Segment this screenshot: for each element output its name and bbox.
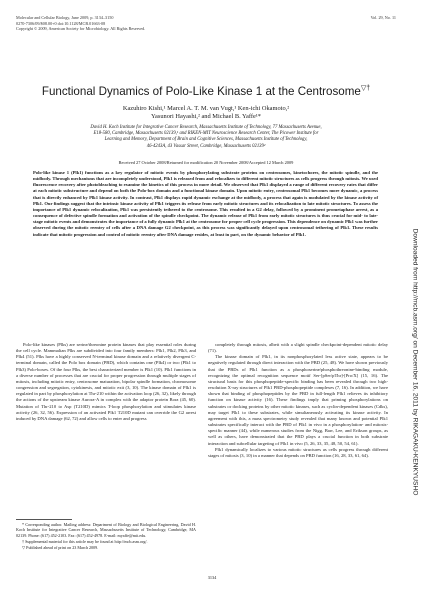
body-paragraph: completely through mitosis, albeit with a slight spindle checkpoint-dependent mitotic delay (71). (208, 342, 388, 354)
article-title-text: Functional Dynamics of Polo-Like Kinase 1 at the Centrosome (41, 85, 361, 98)
title-footnote-marks: ▽† (360, 85, 371, 93)
author-line: Yasunori Hayashi,² and Michael B. Yaffe¹* (151, 113, 261, 120)
body-column-right (208, 342, 388, 459)
affiliation-line: 46-4243A, 43 Vassar Street, Cambridge, Massachusetts 02139² (146, 143, 266, 149)
body-paragraph: The kinase domain of Plk1, in its nonphosphorylated less active state, appears to be negatively regulated through direct interaction with the PBD (25, 48). We have shown previously that the PBDs of Plk1 function as a phosphoserine/phosphothreonine-binding module, recognizing the optimal recognition sequence motif Ser-[pSer/pThr]-[Pro/X] (15, 16). The structural basis for this phosphopeptide-specific binding has been revealed through two high-resolution X-ray structures of Plk1 PBD-phosphopeptide complexes (7, 16). In addition, we have shown that binding of phosphopeptides by the PBD in full-length Plk1 relieves its inhibitory function on kinase activity (16). These findings imply that priming phosphorylations on substrates or docking proteins by other mitotic kinases, such as cyclin-dependent kinases (Cdks), may target Plk1 to these substrates, while simultaneously activating its kinase activity. In agreement with this, a mass spectrometry study revealed that many known and potential Plk1 substrates specifically interact with the PBD of Plk1 in vivo in a phosphorylation- and mitosis-specific manner (44), while numerous studies from the Nigg, Barr, Lee, and Erikson groups, as well as others, have demonstrated that the PBD plays a crucial function in both substrate interaction and subcellular targeting of Plk1 in vivo (5, 26, 33, 35, 48, 50, 54, 61). (208, 354, 388, 446)
body-paragraph: Polo-like kinases (Plks) are serine/threonine protein kinases that play essential roles during the cell cycle. Mammalian Plks are subdivided into four family members: Plk1, Plk2, Plk3, and Plk4 (51). Plks have a highly conserved N-terminal kinase domain and a relatively divergent C-terminal domain, called the Polo box domain (PBD), which contains one (Plk4) or two (Plk1 to Plk3) Polo-boxes. Of the four Plks, the best characterized member is Plk1 (10). Plk1 functions in a diverse number of processes that are crucial for proper progression through multiple stages of mitosis, including mitotic entry, centrosome maturation, bipolar spindle formation, chromosome congression and segregation, cytokinesis, and mitotic exit (3, 10). The kinase domain of Plk1 is regulated in part by phosphorylation at Thr-210 within the activation loop (26, 32), likely through the actions of the upstream kinase Aurora-A in complex with the adaptor protein Bora (45, 60). Mutation of Thr-210 to Asp (T210D) mimics T-loop phosphorylation and stimulates kinase activity (26, 32, 56). Expression of an activated Plk1 T210D mutant can override the G2 arrest induced by DNA damage (62, 72) and allow cells to enter and progress (16, 342, 196, 421)
author-list (20, 105, 392, 121)
footnote-divider (16, 519, 72, 520)
footnotes (16, 522, 196, 551)
affiliations (36, 125, 376, 150)
affiliation-line: E18-580, Cambridge, Massachusetts 02139,¹ and RIKEN-MIT Neuroscience Research Center, The Picower Institute for (93, 131, 319, 137)
footnote-supplemental: † Supplemental material for this article may be found at http://mcb.asm.org/. (22, 538, 148, 544)
abstract-text: Polo-like kinase 1 (Plk1) functions as a key regulator of mitotic events by phosphorylating substrate proteins on centrosomes, kinetochores, the mitotic spindle, and the midbody. Through mechanisms that are incompletely understood, Plk1 is released from and relocalizes to different mitotic structures as cells progress through mitosis. We used fluorescence recovery after photobleaching to examine the kinetics of this process in more detail. We observed that Plk1 displayed a range of different recovery rates that differ at each mitotic substructure and depend on both the Polo-box domain and a functional kinase domain. Upon mitotic entry, centrosomal Plk1 becomes more dynamic, a process that is directly enhanced by Plk1 kinase activity. In contrast, Plk1 displays rapid dynamic exchange at the midbody, a process that again is modulated by the kinase activity of Plk1. Our findings suggest that the intrinsic kinase activity of Plk1 triggers its release from early mitotic structures and its relocalization to late mitotic structures. To assess the importance of Plk1 dynamic relocalization, Plk1 was persistently tethered to the centrosome. This resulted in a G2 delay, followed by a prominent prometaphase arrest, as a consequence of defective spindle formation and activation of the spindle checkpoint. The dynamic release of Plk1 from early mitotic structures is thus crucial for mid- to late-stage mitotic events and demonstrates the importance of a fully dynamic Plk1 at the centrosome for proper cell cycle progression. This dependence on dynamic Plk1 was further observed during the mitotic reentry of cells after a DNA damage G2 checkpoint, as this process was significantly delayed upon centrosomal tethering of Plk1. These results indicate that mitotic progression and control of mitotic reentry after DNA damage resides, at least in part, on the dynamic behavior of Plk1. (33, 170, 378, 237)
download-watermark (410, 212, 420, 512)
article-title (20, 85, 392, 99)
abstract (33, 170, 378, 238)
journal-citation-line: Molecular and Cellular Biology, June 2009, p. 3134–3150 (16, 15, 114, 20)
affiliation-line: Learning and Memory, Department of Brain and Cognitive Sciences, Massachusetts Institute of Technology, (104, 137, 308, 143)
footnote-corresponding-author: * Corresponding author. Mailing address: Department of Biology and Biological Engineering, David H. Koch Institute for Integrative Cancer Research, Massachusetts Institute of Technology, Cambridge, MA 02139. Phone: (617) 452-2103. Fax: (617) 452-4978. E-mail: myaffe@mit.edu. (16, 522, 196, 538)
received-dates: Received 27 October 2008/Returned for modification 20 November 2008/Accepted 12 March 2009 (118, 160, 294, 165)
journal-citation-block (16, 15, 276, 32)
footnote-published-ahead: ▽ Published ahead of print on 23 March 2009. (22, 545, 99, 551)
doi-line: 0270-7306/09/$08.00+0 doi:10.1128/MCB.01663-08 (16, 20, 106, 26)
body-column-left (16, 342, 196, 422)
volume-issue: Vol. 29, No. 11 (370, 15, 396, 20)
affiliation-line: David H. Koch Institute for Integrative Cancer Research, Massachusetts Institute of Technology, 77 Massachusetts Avenue, (90, 125, 322, 130)
author-line: Kazuhiro Kishi,¹ Marcel A. T. M. van Vugt,¹ Ken-ichi Okamoto,² (122, 105, 290, 112)
page-number: 3134 (207, 575, 217, 580)
copyright-line: Copyright © 2009, American Society for Microbiology. All Rights Reserved. (16, 26, 146, 32)
download-watermark-text: Downloaded from http://mcb.asm.org/ on December 16, 2011 by RIKAGAKU-KENKYUSHO (411, 228, 419, 496)
body-paragraph: Plk1 dynamically localizes to various mitotic structures as cells progress through different stages of mitosis (3, 10) in a manner that depends on PBD function (16, 28, 33, 61, 64). (208, 446, 388, 458)
